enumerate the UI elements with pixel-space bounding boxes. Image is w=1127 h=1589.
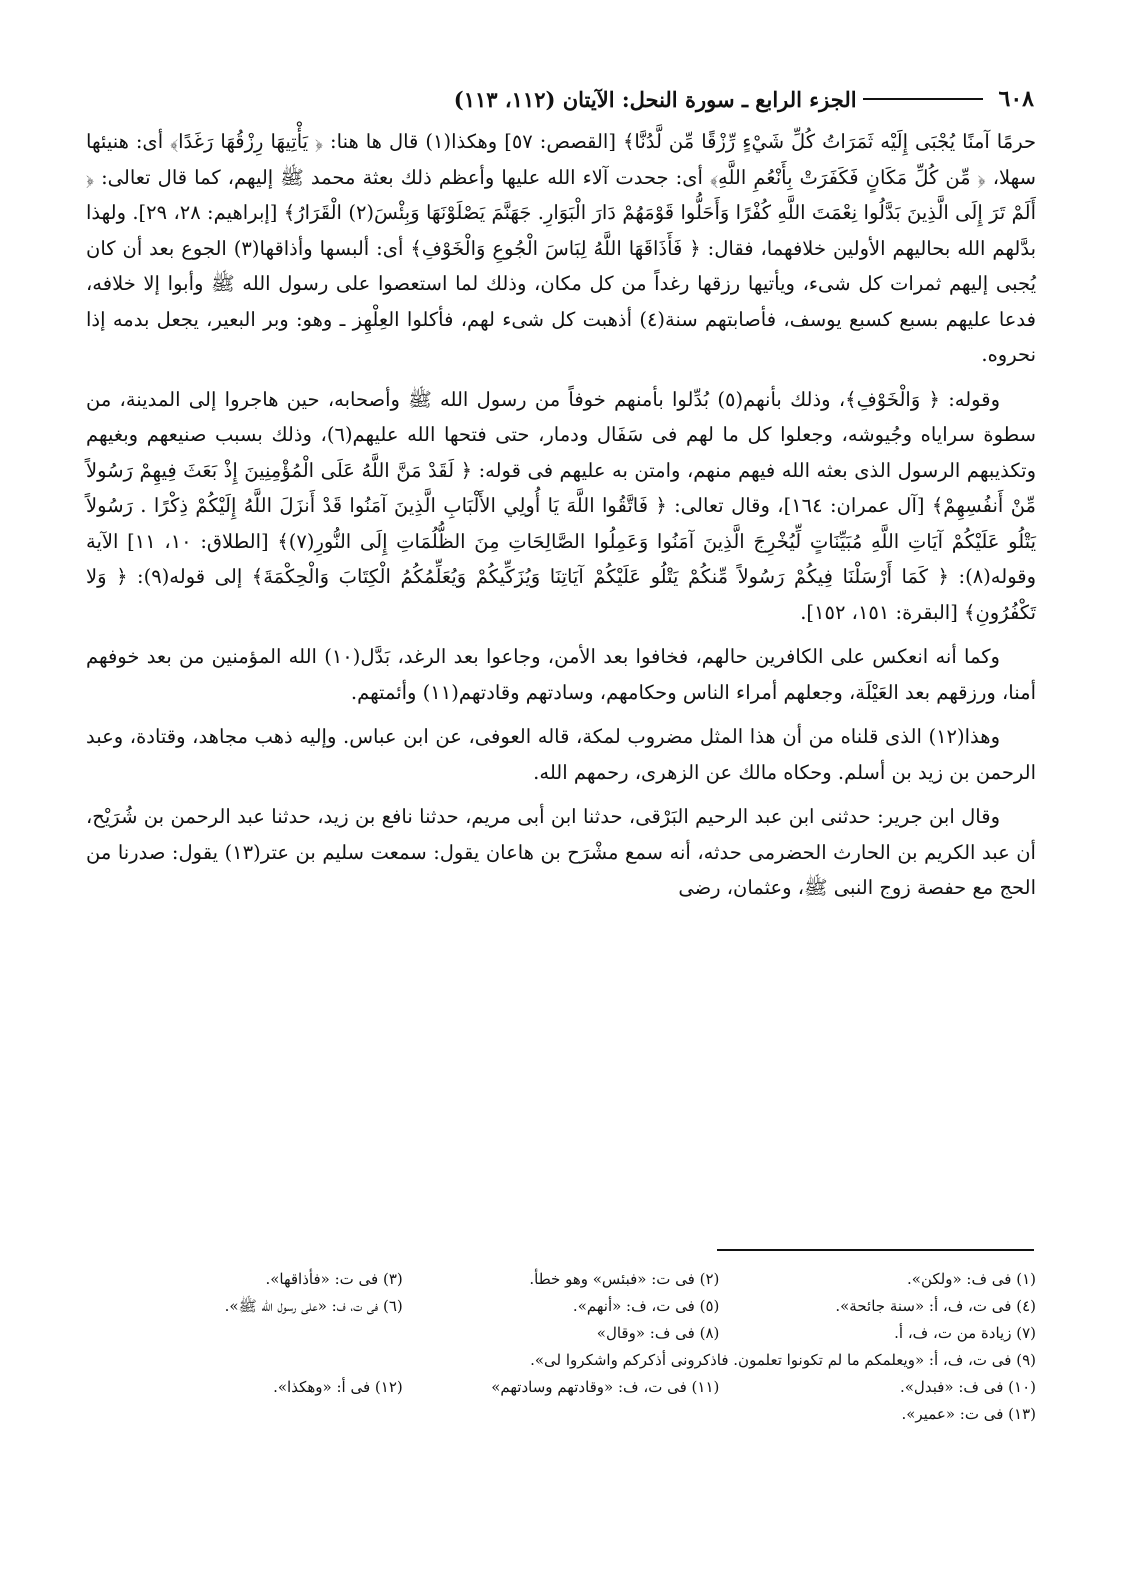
paragraph: وكما أنه انعكس على الكافرين حالهم، فخافوا بعد الأمن، وجاعوا بعد الرغد، بَدَّل(١٠) الله المؤمنين من بعد خوفهم أمنا، ورزقهم بعد العَيْلَة، وجعلهم أمراء الناس وحكامهم، وسادتهم وقادتهم(١١) وأئمتهم. (86, 645, 1036, 704)
footnote: (٥) فى ت، ف: «أنهم». (572, 1297, 720, 1315)
page-header (88, 84, 1034, 114)
footnote: (١) فى ف: «ولكن». (907, 1270, 1036, 1288)
footnote: (٤) فى ت، ف، أ: «سنة جائحة». (835, 1297, 1036, 1315)
footnote-row (86, 1293, 1036, 1320)
footnote: (١١) فى ت، ف: «وقادتهم وسادتهم» (491, 1378, 720, 1396)
main-text (86, 124, 1036, 915)
footnote: (٢) فى ت: «فبئس» وهو خطأ. (529, 1270, 720, 1288)
footnote: (٦) فى ت، ف: «على رسول الله ﷺ». (224, 1297, 403, 1315)
paragraph: وقال ابن جرير: حدثنى ابن عبد الرحيم البَرْقى، حدثنا ابن أبى مريم، حدثنا نافع بن زيد، حدثنا عبد الرحمن بن شُرَيْح، أن عبد الكريم بن الحارث الحضرمى حدثه، أنه سمع مشْرَح بن هاعان يقول: سمعت سليم بن عتر(١٣) يقول: صدرنا من الحج مع حفصة زوج النبى ﷺ، وعثمان، رضى (86, 805, 1036, 899)
paragraph: وهذا(١٢) الذى قلناه من أن هذا المثل مضروب لمكة، قاله العوفى، عن ابن عباس. وإليه ذهب مجاهد، وقتادة، وعبد الرحمن بن زيد بن أسلم. وحكاه مالك عن الزهرى، رحمهم الله. (86, 725, 1036, 784)
footnote: (١٢) فى أ: «وهكذا». (273, 1378, 403, 1396)
footnote: (١٠) فى ف: «فبدل». (899, 1378, 1036, 1396)
footnote: (٨) فى ف: «وقال» (596, 1324, 720, 1342)
footnote: (٧) زيادة من ت، ف، أ. (894, 1324, 1036, 1342)
header-rule (863, 98, 983, 100)
running-title: الجزء الرابع ـ سورة النحل: الآيتان (١١٢، ١١٣) (453, 86, 857, 112)
footnote-row (86, 1374, 1036, 1401)
footnote-row (86, 1266, 1036, 1293)
paragraph: وقوله: ﴿ وَالْخَوْفِ﴾، وذلك بأنهم(٥) بُدِّلوا بأمنهم خوفاً من رسول الله ﷺ وأصحابه، حين هاجروا إلى المدينة، من سطوة سراياه وجُيوشه، وجعلوا كل ما لهم فى سَفَال ودمار، حتى فتحها الله عليهم(٦)، وذلك بسبب صنيعهم وبغيهم وتكذيبهم الرسول الذى بعثه الله فيهم منهم، وامتن به عليهم فى قوله: ﴿ لَقَدْ مَنَّ اللَّهُ عَلَى الْمُؤْمِنِينَ إِذْ بَعَثَ فِيهِمْ رَسُولاً مِّنْ أَنفُسِهِمْ﴾ [آل عمران: ١٦٤]، وقال تعالى: ﴿ فَاتَّقُوا اللَّهَ يَا أُولِي الأَلْبَابِ الَّذِينَ آمَنُوا قَدْ أَنزَلَ اللَّهُ إِلَيْكُمْ ذِكْرًا . رَسُولاً يَتْلُو عَلَيْكُمْ آيَاتِ اللَّهِ مُبَيِّنَاتٍ لِّيُخْرِجَ الَّذِينَ آمَنُوا وَعَمِلُوا الصَّالِحَاتِ مِنَ الظُّلُمَاتِ إِلَى النُّورِ(٧)﴾ [الطلاق: ١٠، ١١] الآية وقوله(٨): ﴿ كَمَا أَرْسَلْنَا فِيكُمْ رَسُولاً مِّنكُمْ يَتْلُو عَلَيْكُمْ آيَاتِنَا وَيُزَكِّيكُمْ وَيُعَلِّمُكُمُ الْكِتَابَ وَالْحِكْمَةَ﴾ إلى قوله(٩): ﴿ وَلا تَكْفُرُونِ﴾ [البقرة: ١٥١، ١٥٢]. (86, 387, 1037, 624)
footnotes (86, 1266, 1036, 1428)
footnote: (٩) فى ت، ف، أ: «ويعلمكم ما لم تكونوا تعلمون. فاذكرونى أذكركم واشكروا لى». (530, 1351, 1036, 1369)
paragraph: حرمًا آمنًا يُجْبَى إِلَيْه ثَمَرَاتُ كُلِّ شَيْءٍ رِّزْقًا مِّن لَّدُنَّا﴾ [القصص: ٥٧] وهكذا(١) قال ها هنا: ﴿ يَأْتِيهَا رِزْقُهَا رَغَدًا﴾ أى: هنيئها سهلا، ﴿ مِّن كُلِّ مَكَانٍ فَكَفَرَتْ بِأَنْعُمِ اللَّهِ﴾ أى: جحدت آلاء الله عليها وأعظم ذلك بعثة محمد ﷺ إليهم، كما قال تعالى: ﴿ أَلَمْ تَرَ إِلَى الَّذِينَ بَدَّلُوا نِعْمَتَ اللَّهِ كُفْرًا وَأَحَلُّوا قَوْمَهُمْ دَارَ الْبَوَارِ. جَهَنَّمَ يَصْلَوْنَهَا وَبِئْسَ(٢) الْقَرَارُ﴾ [إبراهيم: ٢٨، ٢٩]. ولهذا بدَّلهم الله بحاليهم الأولين خلافهما، فقال: ﴿ فَأَذَاقَهَا اللَّهُ لِبَاسَ الْجُوعِ وَالْخَوْفِ﴾ أى: ألبسها وأذاقها(٣) الجوع بعد أن كان يُجبى إليهم ثمرات كل شىء، ويأتيها رزقها رغداً من كل مكان، وذلك لما استعصوا على رسول الله ﷺ وأبوا إلا خلافه، فدعا عليهم بسبع كسبع يوسف، فأصابتهم سنة(٤) أذهبت كل شىء لهم، فأكلوا العِلْهِز ـ وهو: وبر البعير، يجعل بدمه إذا نحروه. (86, 130, 1037, 366)
footnote-row (86, 1401, 1036, 1428)
page-number: ٦٠٨ (998, 86, 1034, 112)
footnote-separator (717, 1249, 1034, 1251)
footnote-row (86, 1320, 1036, 1347)
footnote-row (86, 1347, 1036, 1374)
footnote: (٣) فى ت: «فأذاقها». (265, 1270, 403, 1288)
footnote: (١٣) فى ت: «عمير». (901, 1405, 1036, 1423)
